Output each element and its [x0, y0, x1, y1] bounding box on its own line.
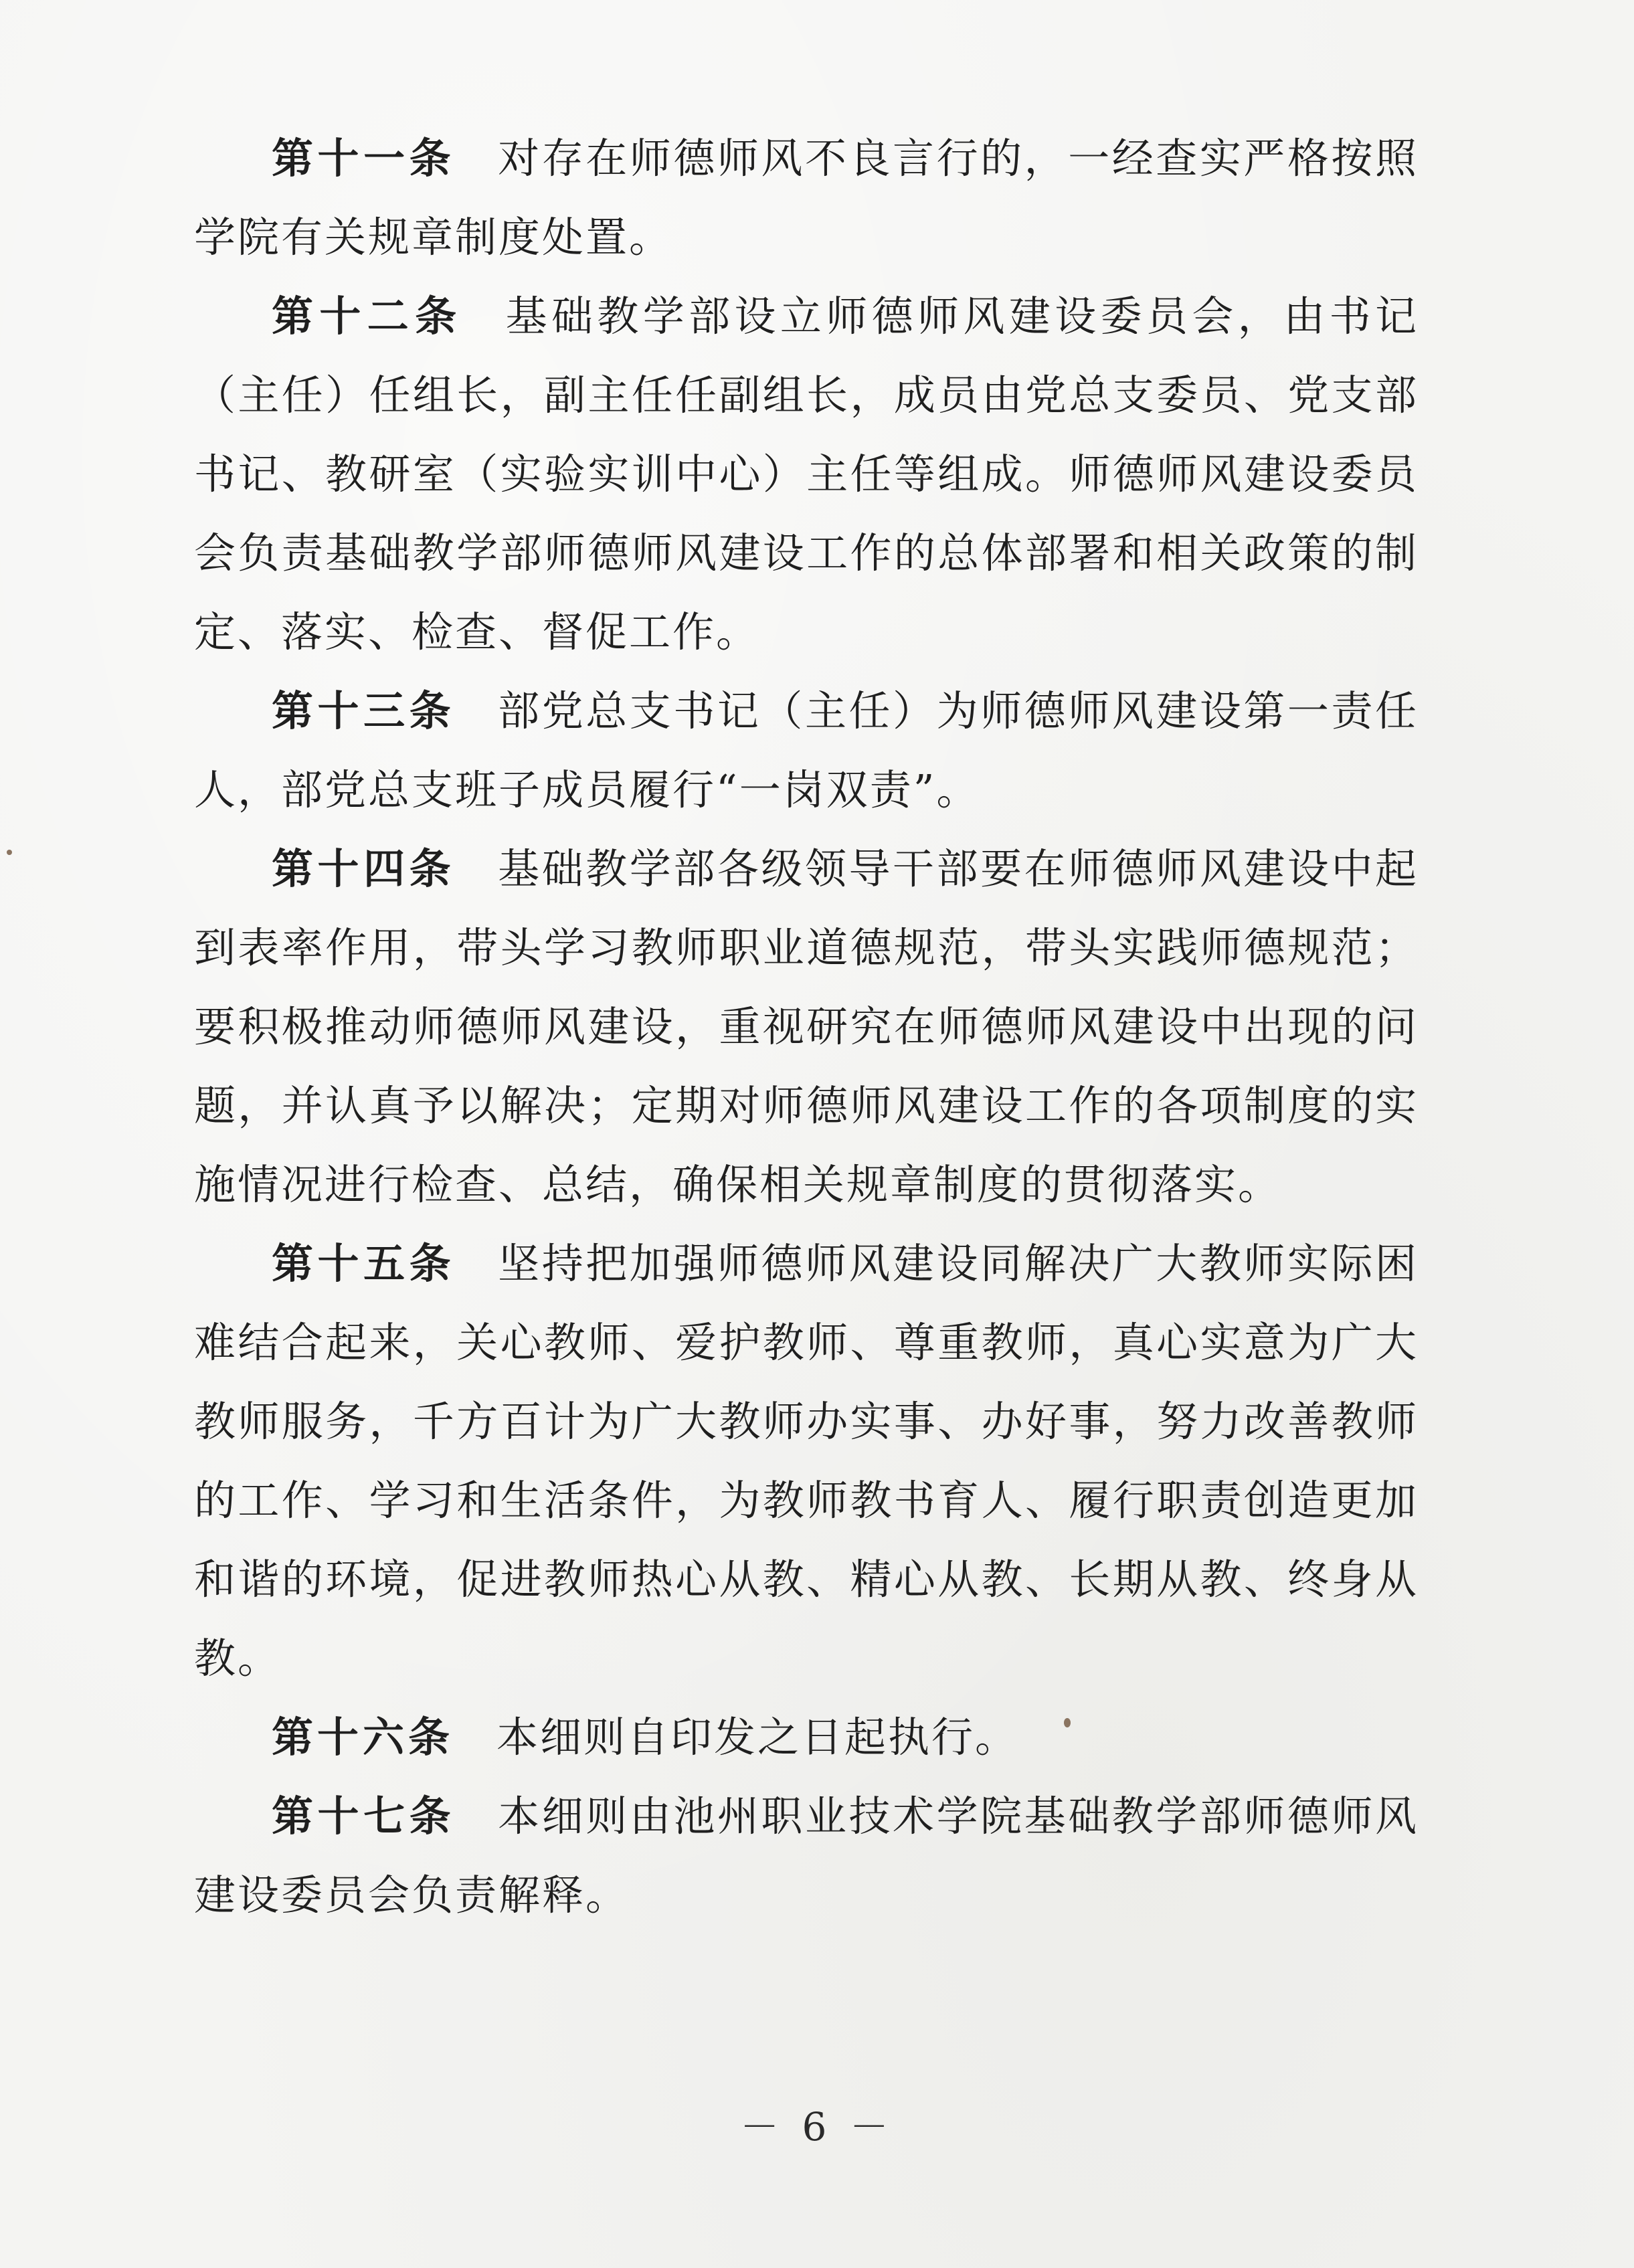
article-text: 基础教学部设立师德师风建设委员会，由书记（主任）任组长，副主任任副组长，成员由党总支委员、党支部书记、教研室（实验实训中心）主任等组成。师德师风建设委员会负责基础教学部师德师风建设工作的总体部署和相关政策的制定、落实、检查、督促工作。 — [194, 292, 1419, 656]
paper-speck — [7, 850, 12, 855]
article-heading: 第十三条 — [272, 686, 456, 735]
article-16 — [194, 1698, 1419, 1777]
article-heading: 第十二条 — [272, 292, 463, 341]
article-heading: 第十七条 — [272, 1792, 456, 1840]
article-heading: 第十四条 — [272, 844, 456, 893]
article-text: 坚持把加强师德师风建设同解决广大教师实际困难结合起来，关心教师、爱护教师、尊重教师，真心实意为广大教师服务，千方百计为广大教师办实事、办好事，努力改善教师的工作、学习和生活条件，为教师教书育人、履行职责创造更加和谐的环境，促进教师热心从教、精心从教、长期从教、终身从教。 — [194, 1239, 1419, 1683]
article-12 — [194, 277, 1419, 672]
article-heading: 第十五条 — [272, 1239, 456, 1288]
article-15 — [194, 1224, 1419, 1698]
article-text: 对存在师德师风不良言行的，一经查实严格按照学院有关规章制度处置。 — [194, 134, 1419, 262]
article-text: 本细则自印发之日起执行。 — [496, 1713, 1019, 1762]
article-17 — [194, 1777, 1419, 1935]
article-text: 部党总支书记（主任）为师德师风建设第一责任人，部党总支班子成员履行“一岗双责”。 — [194, 686, 1419, 814]
article-text: 本细则由池州职业技术学院基础教学部师德师风建设委员会负责解释。 — [194, 1792, 1419, 1919]
document-body — [194, 119, 1419, 1935]
article-14 — [194, 830, 1419, 1224]
article-11 — [194, 119, 1419, 277]
page-number: － 6 － — [740, 2104, 894, 2150]
article-heading: 第十一条 — [272, 134, 456, 183]
paper-speck — [1064, 1718, 1071, 1727]
article-heading: 第十六条 — [272, 1713, 454, 1762]
article-text: 基础教学部各级领导干部要在师德师风建设中起到表率作用，带头学习教师职业道德规范，带头实践师德规范；要积极推动师德师风建设，重视研究在师德师风建设中出现的问题，并认真予以解决；定期对师德师风建设工作的各项制度的实施情况进行检查、总结，确保相关规章制度的贯彻落实。 — [194, 844, 1419, 1209]
article-13 — [194, 672, 1419, 830]
